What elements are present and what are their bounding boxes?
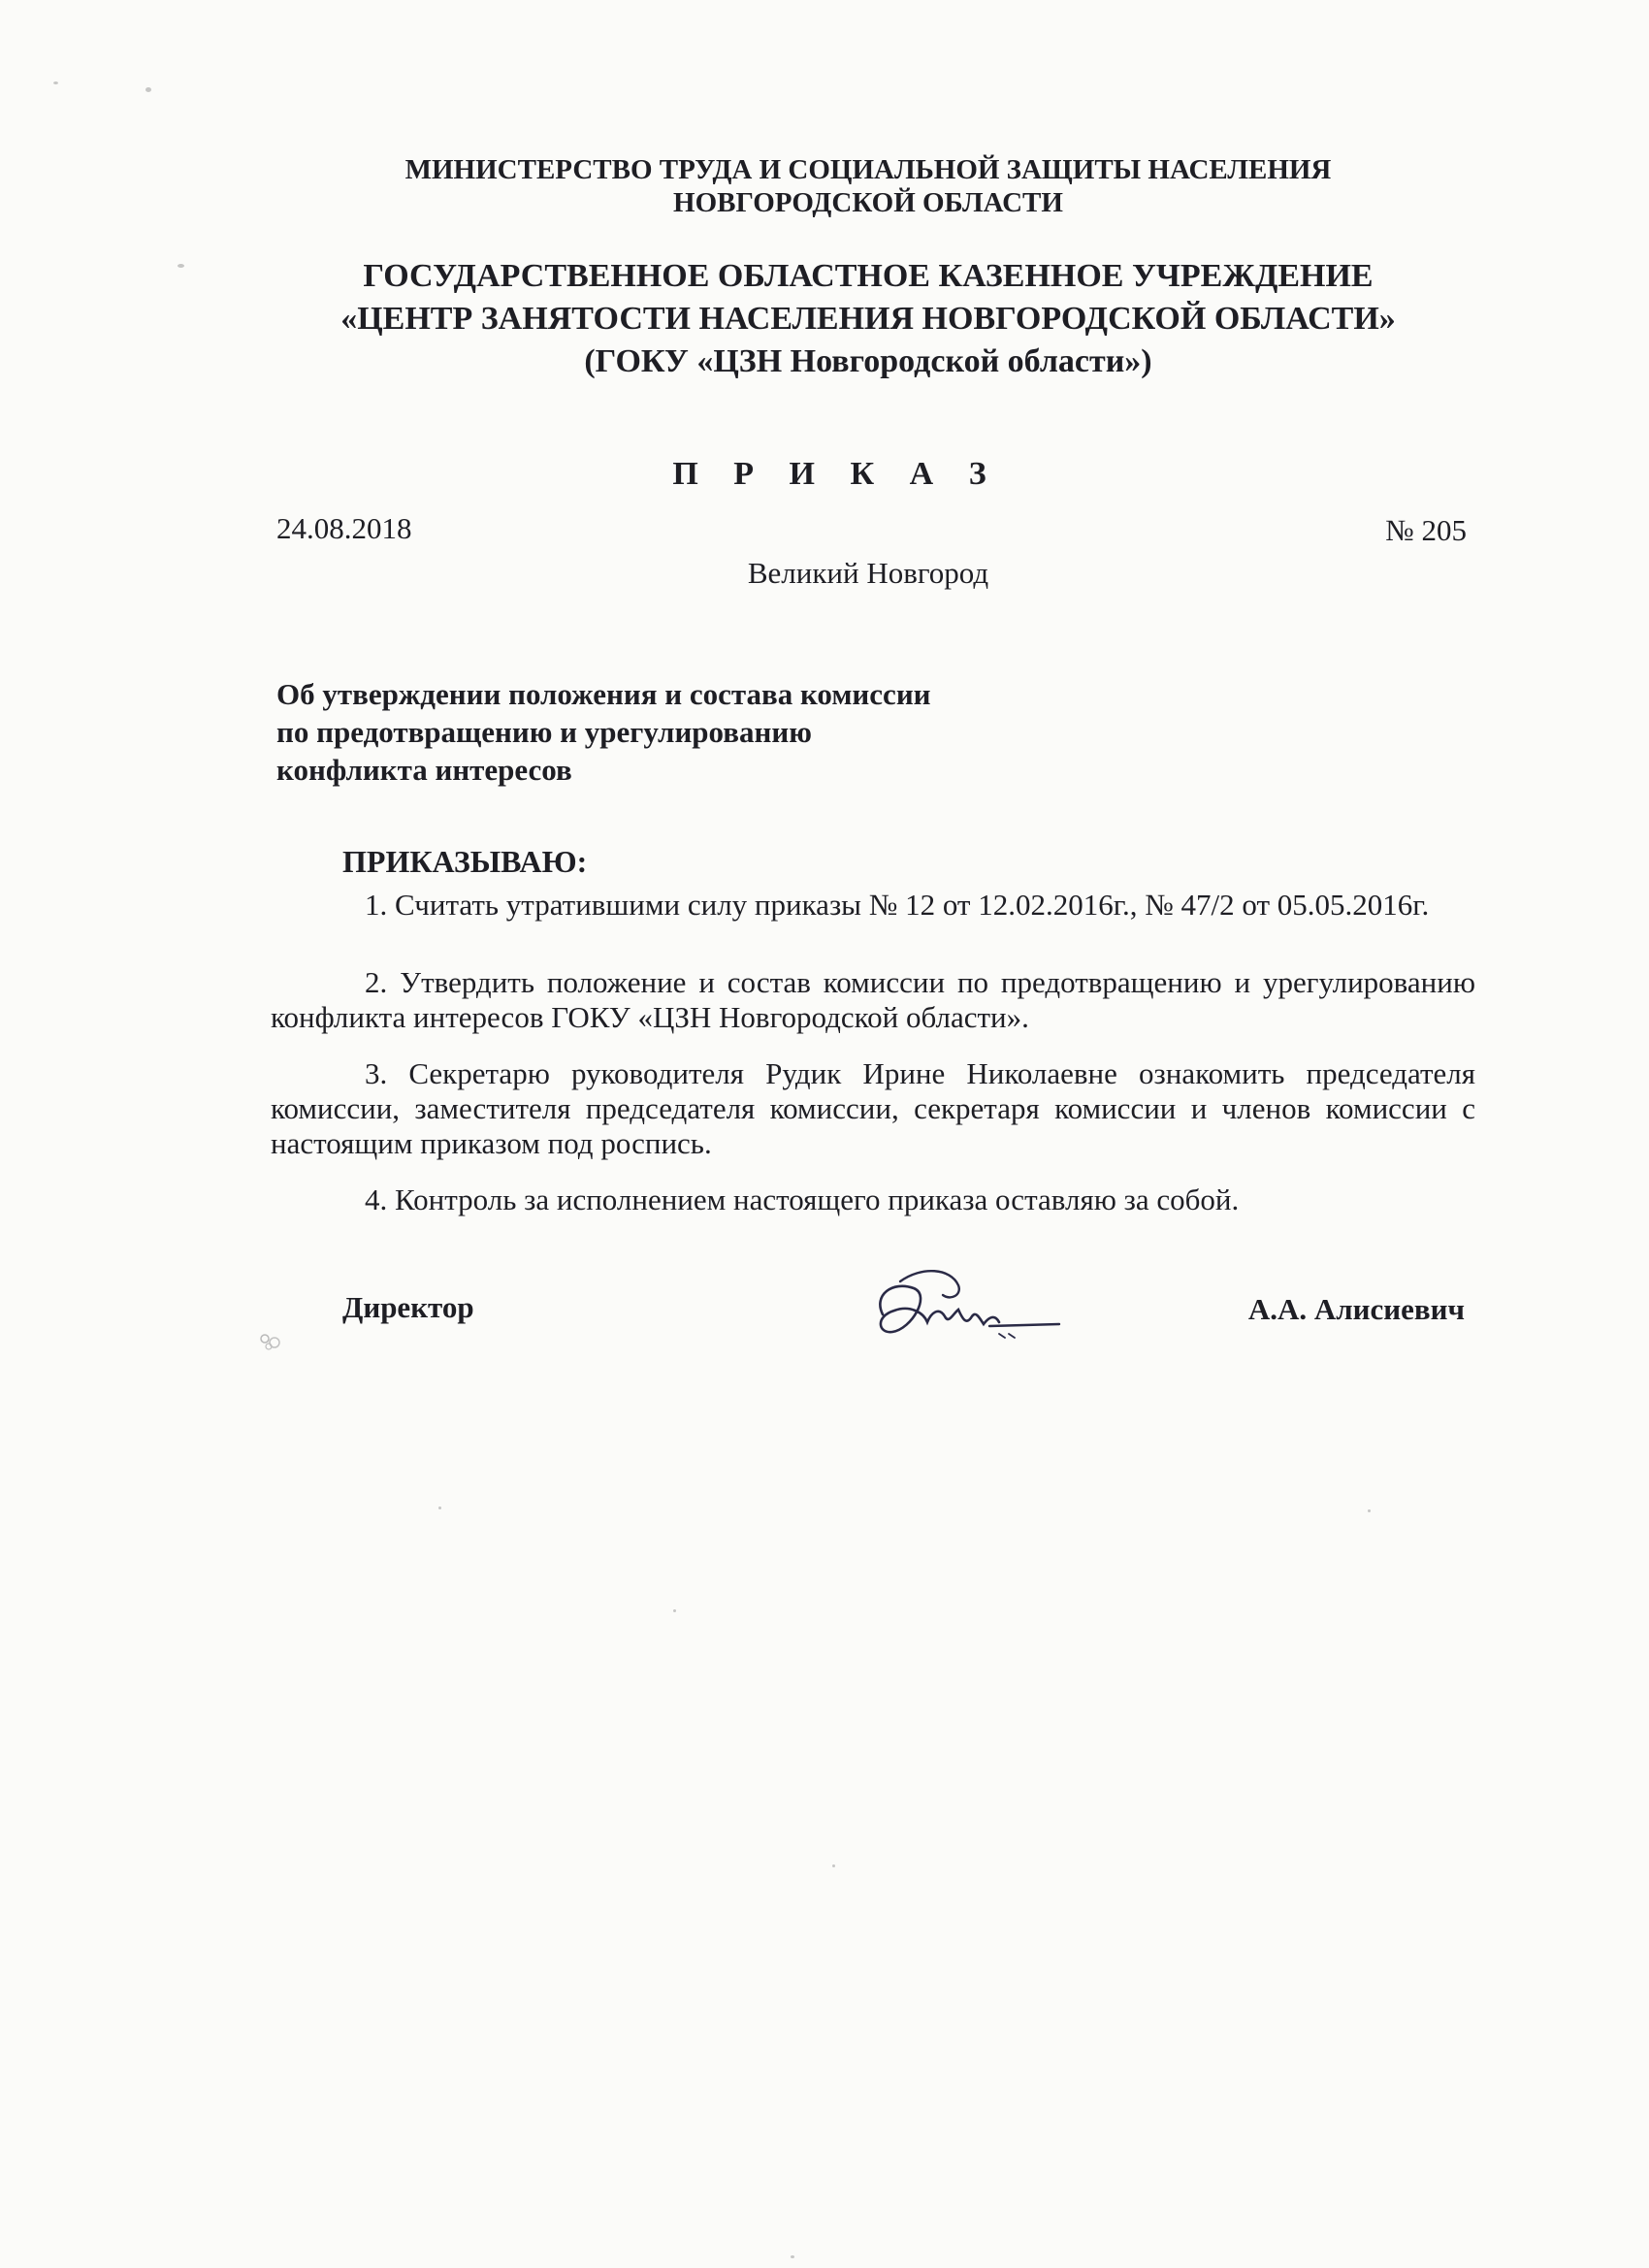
scan-speck (146, 87, 151, 92)
decree-heading: ПРИКАЗЫВАЮ: (342, 844, 588, 879)
scan-speck (791, 2255, 794, 2258)
handwritten-signature (854, 1256, 1067, 1363)
order-item-1: 1. Считать утратившими силу приказы № 12 от 12.02.2016г., № 47/2 от 05.05.2016г. (365, 888, 1430, 922)
order-subject-line3: конфликта интересов (276, 753, 572, 787)
order-title: П Р И К А З (672, 456, 1000, 492)
scan-speck (438, 1507, 441, 1509)
organization-name-line1: ГОСУДАРСТВЕННОЕ ОБЛАСТНОЕ КАЗЕННОЕ УЧРЕЖДЕНИЕ (363, 258, 1374, 294)
scan-speck (673, 1609, 676, 1612)
order-item-3: 3. Секретарю руководителя Рудик Ирине Николаевне ознакомить председателя комиссии, заместителя председателя комиссии, секретаря комиссии и членов комиссии с настоящим приказом под роспись. (271, 1056, 1475, 1160)
signatory-role: Директор (342, 1290, 474, 1324)
scan-speck (53, 81, 58, 84)
organization-name-line2: «ЦЕНТР ЗАНЯТОСТИ НАСЕЛЕНИЯ НОВГОРОДСКОЙ ОБЛАСТИ» (340, 301, 1396, 337)
order-city: Великий Новгород (747, 556, 989, 590)
order-item-2: 2. Утвердить положение и состав комиссии по предотвращению и урегулированию конфликта интересов ГОКУ «ЦЗН Новгородской области». (271, 965, 1475, 1034)
order-subject-line2: по предотвращению и урегулированию (276, 715, 812, 749)
order-item-4: 4. Контроль за исполнением настоящего приказа оставляю за собой. (365, 1183, 1240, 1216)
ministry-name-line1: МИНИСТЕРСТВО ТРУДА И СОЦИАЛЬНОЙ ЗАЩИТЫ НАСЕЛЕНИЯ (404, 154, 1332, 185)
scan-speck (1368, 1509, 1371, 1512)
ministry-name-line2: НОВГОРОДСКОЙ ОБЛАСТИ (673, 187, 1063, 218)
order-subject-line1: Об утверждении положения и состава комиссии (276, 677, 931, 711)
order-number: № 205 (1385, 513, 1467, 547)
order-date: 24.08.2018 (276, 511, 412, 545)
faint-stamp-mark (255, 1329, 286, 1354)
signatory-name: А.А. Алисиевич (1247, 1292, 1465, 1326)
organization-short-name: (ГОКУ «ЦЗН Новгородской области») (584, 343, 1152, 379)
scan-speck (832, 1864, 835, 1867)
